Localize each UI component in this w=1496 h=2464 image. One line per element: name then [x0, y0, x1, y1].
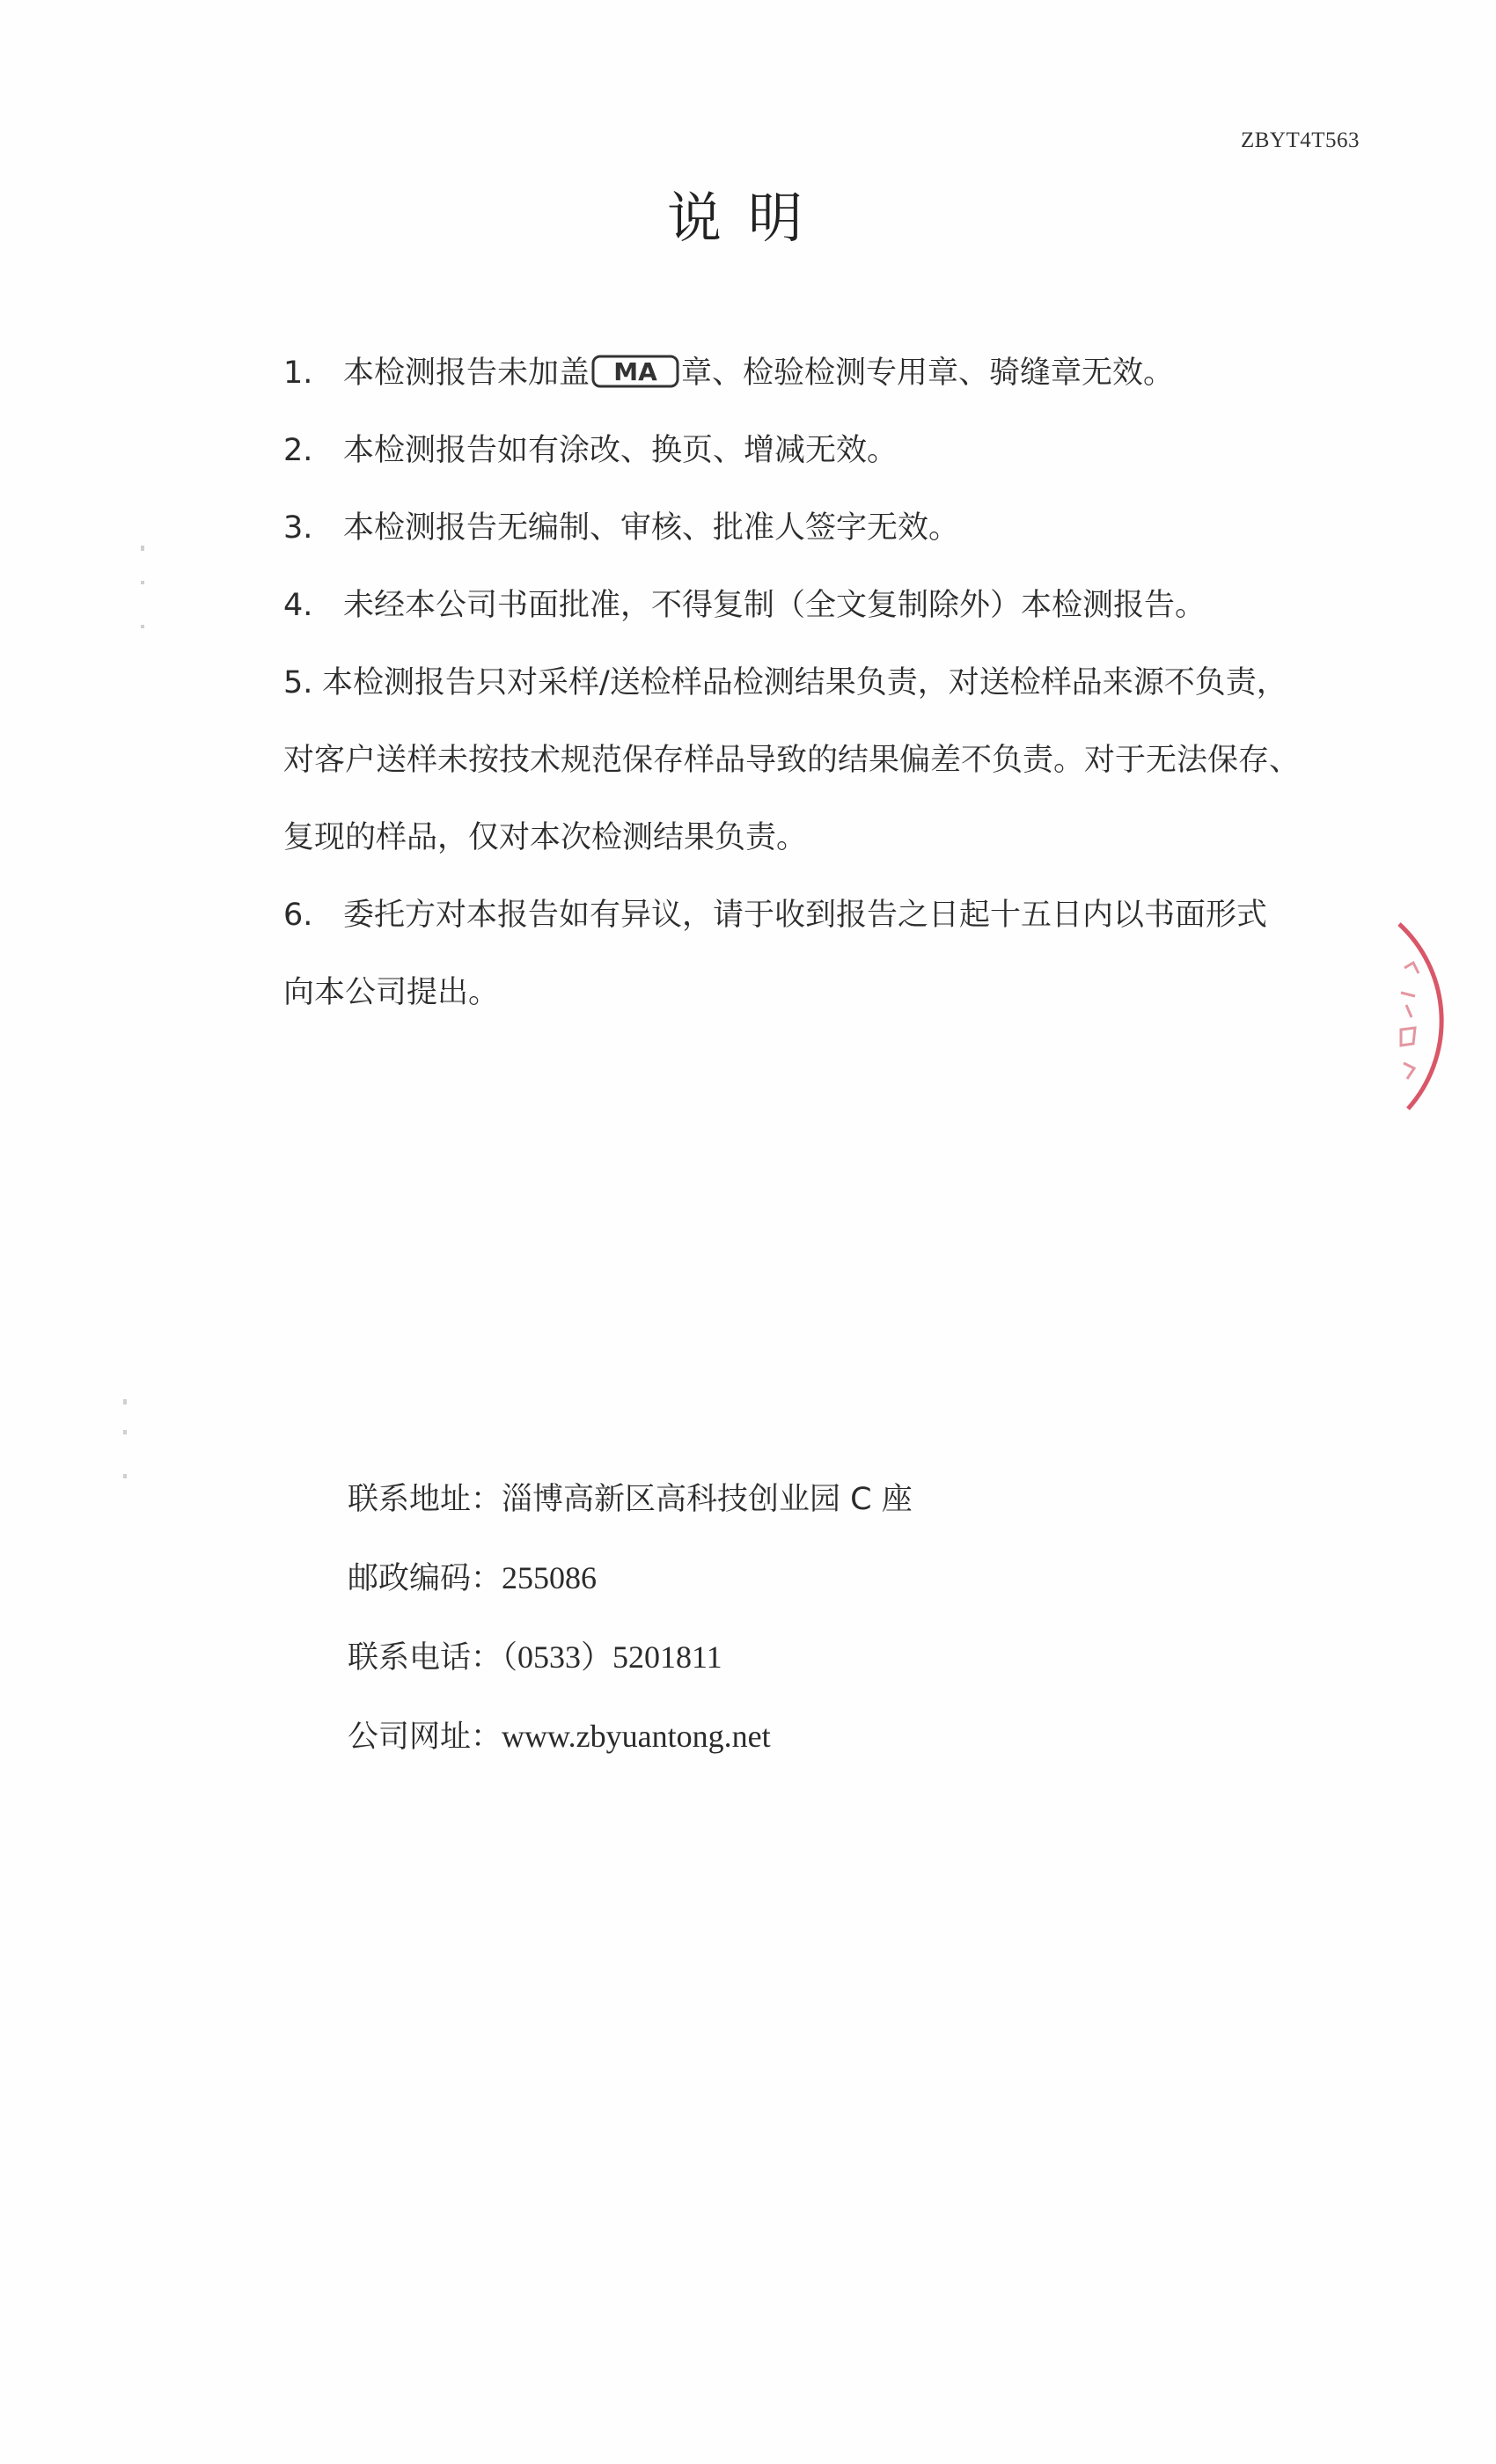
- note-number: 5.: [283, 665, 313, 700]
- note-item-5-continued: 对客户送样未按技术规范保存样品导致的结果偏差不负责。对于无法保存、: [283, 743, 1301, 778]
- page-title: 说明: [666, 186, 829, 250]
- contact-phone: [348, 1618, 913, 1698]
- website-link[interactable]: www.zbyuantong.net: [502, 1719, 771, 1754]
- note-item-4: [283, 567, 1383, 644]
- note-text: 本检测报告只对采样/送检样品检测结果负责，对送检样品来源不负责，: [322, 665, 1287, 700]
- note-item-3: [283, 489, 1383, 567]
- contact-label: 联系电话：: [348, 1640, 502, 1676]
- contact-info: [348, 1461, 913, 1777]
- contact-label: 联系地址：: [348, 1482, 502, 1517]
- note-item-5-continued: 复现的样品，仅对本次检测结果负责。: [283, 820, 808, 855]
- address-value: 淄博高新区高科技创业园 C 座: [502, 1482, 913, 1517]
- note-text: 未经本公司书面批准，不得复制（全文复制除外）本检测报告。: [343, 588, 1206, 623]
- note-text: 本检测报告如有涂改、换页、增减无效。: [343, 433, 898, 468]
- contact-label: 公司网址：: [348, 1720, 502, 1755]
- document-code: ZBYT4T563: [1240, 128, 1360, 152]
- contact-website: [348, 1698, 913, 1777]
- scan-mark: [123, 1399, 127, 1404]
- note-item-1: [283, 334, 1383, 412]
- scan-mark: [141, 581, 144, 584]
- note-number: 2.: [283, 433, 313, 468]
- postcode-value: 255086: [502, 1560, 598, 1595]
- scan-mark: [123, 1474, 127, 1478]
- scan-mark: [141, 625, 144, 628]
- note-text: 本检测报告未加盖: [343, 356, 590, 391]
- scan-mark: [141, 546, 144, 551]
- company-seal-icon: [1320, 889, 1461, 1135]
- contact-postcode: [348, 1539, 913, 1618]
- note-number: 1.: [283, 356, 313, 391]
- contact-label: 邮政编码：: [348, 1561, 502, 1596]
- note-item-2: [283, 412, 1383, 489]
- note-item-6: [283, 876, 1383, 954]
- cma-mark-text: MA: [613, 357, 657, 386]
- note-number: 3.: [283, 510, 313, 546]
- phone-value: （0533）5201811: [502, 1639, 722, 1675]
- note-item-6-continued: 向本公司提出。: [283, 975, 500, 1010]
- note-text: 委托方对本报告如有异议，请于收到报告之日起十五日内以书面形式: [343, 898, 1268, 933]
- note-item-5: [283, 644, 1383, 722]
- note-number: 4.: [283, 588, 313, 623]
- note-text: 章、检验检测专用章、骑缝章无效。: [681, 356, 1175, 391]
- cma-mark-icon: [591, 354, 679, 389]
- note-number: 6.: [283, 898, 313, 933]
- scan-mark: [123, 1430, 127, 1434]
- notes-list: [283, 334, 1383, 1031]
- contact-address: [348, 1461, 913, 1539]
- note-text: 本检测报告无编制、审核、批准人签字无效。: [343, 510, 960, 546]
